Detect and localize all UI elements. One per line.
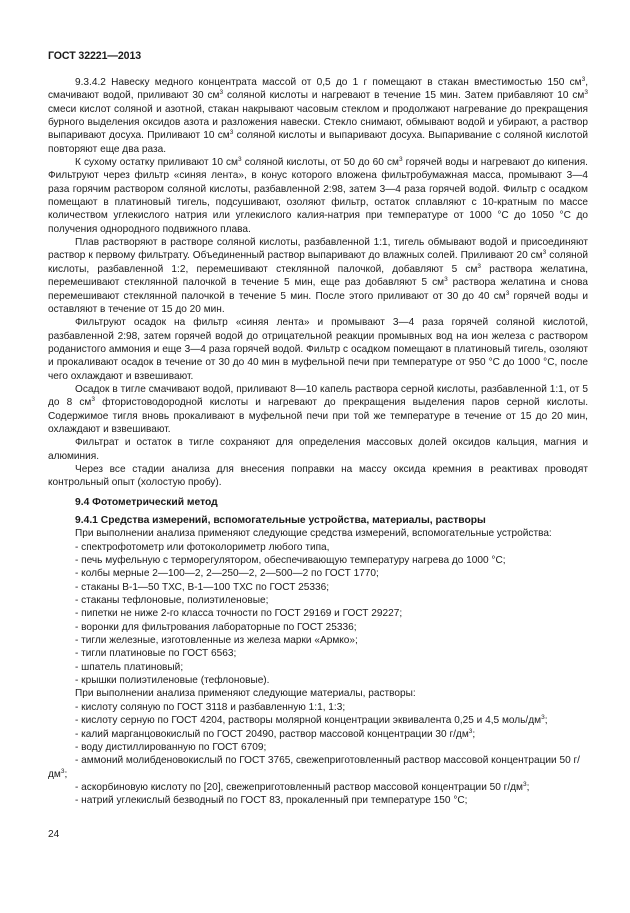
superscript: 3	[584, 89, 588, 97]
paragraph-blank-test: Через все стадии анализа для внесения поправки на массу оксида кремния в реактивах проводят контрольный опыт (холостую пробу).	[48, 463, 588, 489]
superscript: 3	[238, 156, 242, 164]
instrument-item: - пипетки не ниже 2-го класса точности по ГОСТ 29169 и ГОСТ 29227;	[75, 608, 403, 620]
paragraph-crucible: Осадок в тигле смачивают водой, приливают 8—10 капель раствора серной кислоты, разбавленной 1:1, от 5 до 8 $см^3$ фтористоводородной кислоты и нагревают до прекращения выделения паров серной кислоты. Содержимое тигля вновь прокаливают в муфельной печи при той же температуре в течение от 15 до 20 мин, охлаждают и взвешивают.	[48, 383, 588, 435]
instrument-item: - крышки полиэтиленовые (тефлоновые).	[75, 675, 270, 687]
superscript: 3	[542, 249, 547, 257]
material-item: - воду дистиллированную по ГОСТ 6709;	[75, 741, 267, 753]
paragraph-melt: Плав растворяют в растворе соляной кислоты, разбавленной 1:1, тигель обмывают водой и присоединяют раствор к первому фильтрату. Объединенный раствор выпаривают до влажных солей. Приливают 20 $см^3$ соляной кислоты, разбавленной 1:2, перемешивают стеклянной палочкой, добавляют 5 $см^3$ раствора желатина, перемешивают стеклянной палочкой в течение 5 мин, еще раз добавляют 5 $см^3$ раствора желатина и снова перемешивают стеклянной палочкой в течение 5 мин. После этого приливают от 30 до 40 $см^3$ горячей воды и оставляют в течение от 15 до 20 мин.	[48, 237, 588, 315]
section-heading-9-4: 9.4 Фотометрический метод	[75, 496, 218, 508]
material-item: - кислоту соляную по ГОСТ 3118 и разбавленную 1:1, 1:3;	[75, 701, 346, 713]
material-item: - аскорбиновую кислоту по [20], свежеприготовленный раствор массовой концентрации 50 $г/дм^3$;	[75, 780, 530, 793]
superscript: 3	[468, 727, 473, 735]
superscript: 3	[581, 76, 586, 83]
superscript: 3	[91, 396, 95, 404]
materials-intro: При выполнении анализа применяют следующие материалы, растворы:	[75, 688, 416, 700]
instrument-item: - стаканы тефлоновые, полиэтиленовые;	[75, 595, 269, 607]
section-heading-9-4-1: 9.4.1 Средства измерений, вспомогательные устройства, материалы, растворы	[75, 515, 486, 526]
document-body	[48, 76, 588, 808]
material-item: - аммоний молибденовокислый по ГОСТ 3765, свежеприготовленный раствор массовой концентрации 50 $г/дм^3$;	[48, 755, 580, 780]
instruments-intro: При выполнении анализа применяют следующие средства измерений, вспомогательные устройства:	[75, 528, 552, 540]
instrument-item: - колбы мерные 2—100—2, 2—250—2, 2—500—2 по ГОСТ 1770;	[75, 568, 379, 580]
instrument-item: - тигли железные, изготовленные из железа марки «Армко»;	[75, 635, 358, 647]
instrument-item: - шпатель платиновый;	[75, 661, 184, 673]
superscript: 3	[477, 262, 482, 270]
materials-list	[48, 701, 588, 808]
paragraph-9-3-4-2: 9.3.4.2 Навеску медного концентрата массой от 0,5 до 1 г помещают в стакан вместимостью 150 $см^3$, смачивают водой, приливают 30 $см^3$ соляной кислоты и нагревают в течение 15 мин. Затем прибавляют 10 $см^3$ смеси кислот соляной и азотной, стакан накрывают часовым стеклом и продолжают нагревание до прекращения бурного выделения оксидов азота и разложения навески. Стекло снимают, обмывают водой и убирают, а раствор выпаривают досуха. Приливают 10 $см^3$ соляной кислоты и выпаривают досуха. Выпаривание с соляной кислотой повторяют еще два раза.	[48, 76, 588, 155]
instrument-item: - стаканы В-1—50 ТХС, В-1—100 ТХС по ГОСТ 25336;	[75, 581, 330, 593]
superscript: 3	[444, 276, 448, 284]
material-item: - натрий углекислый безводный по ГОСТ 83, прокаленный при температуре 150 °С;	[75, 795, 468, 807]
instrument-item: - спектрофотометр или фотоколориметр любого типа,	[75, 541, 330, 553]
paragraph-filtrate: Фильтрат и остаток в тигле сохраняют для определения массовых долей оксидов кальция, магния и алюминия.	[48, 437, 588, 462]
instrument-item: - тигли платиновые по ГОСТ 6563;	[75, 648, 237, 660]
page-number: 24	[48, 829, 60, 840]
instrument-item: - печь муфельную с терморегулятором, обеспечивающую температуру нагрева до 1000 °С;	[75, 555, 506, 567]
material-item: - калий марганцовокислый по ГОСТ 20490, раствор массовой концентрации 30 $г/дм^3$;	[75, 727, 476, 740]
paragraph-dry-residue: К сухому остатку приливают 10 $см^3$ соляной кислоты, от 50 до 60 $см^3$ горячей воды и нагревают до кипения. Фильтруют через фильтр «синяя лента», в конус которого вложена фильтробумажная масса, промывают 3—4 раза горячим раствором соляной кислоты, разбавленной 2:98, затем 3—4 раза горячей водой. Фильтр с осадком помещают в платиновый тигель, подсушивают, озоляют фильтр, остаток сплавляют с 10-кратным по массе количеством углекислого натрия или углекислого калия-натрия при температуре от 1000 °С до 1050 °С до получения однородного подвижного плава.	[48, 156, 588, 235]
instrument-item: - воронки для фильтрования лабораторные по ГОСТ 25336;	[75, 621, 357, 633]
paragraph-filter: Фильтруют осадок на фильтр «синяя лента» и промывают 3—4 раза горячей соляной кислотой, разбавленной 2:98, затем горячей водой до отрицательной реакции промывных вод на ион железа с раствором роданистого аммония и еще 3—4 раза горячей водой. Фильтр с осадком помещают в платиновый тигель, озоляют и прокаливают осадок в течение от 30 до 40 мин в муфельной печи при температуре от 950 °С до 1000 °С, после чего охлаждают и взвешивают.	[48, 317, 588, 382]
material-item: - кислоту серную по ГОСТ 4204, растворы молярной концентрации эквивалента 0,25 и 4,5 моль/$дм^3$;	[75, 714, 548, 727]
document-header: ГОСТ 32221—2013	[48, 50, 142, 62]
superscript: 3	[523, 780, 527, 788]
superscript: 3	[229, 129, 234, 137]
superscript: 3	[505, 289, 510, 297]
instruments-list	[48, 541, 588, 688]
superscript: 3	[398, 156, 403, 164]
superscript: 3	[219, 89, 224, 97]
superscript: 3	[60, 767, 65, 775]
superscript: 3	[541, 714, 545, 722]
